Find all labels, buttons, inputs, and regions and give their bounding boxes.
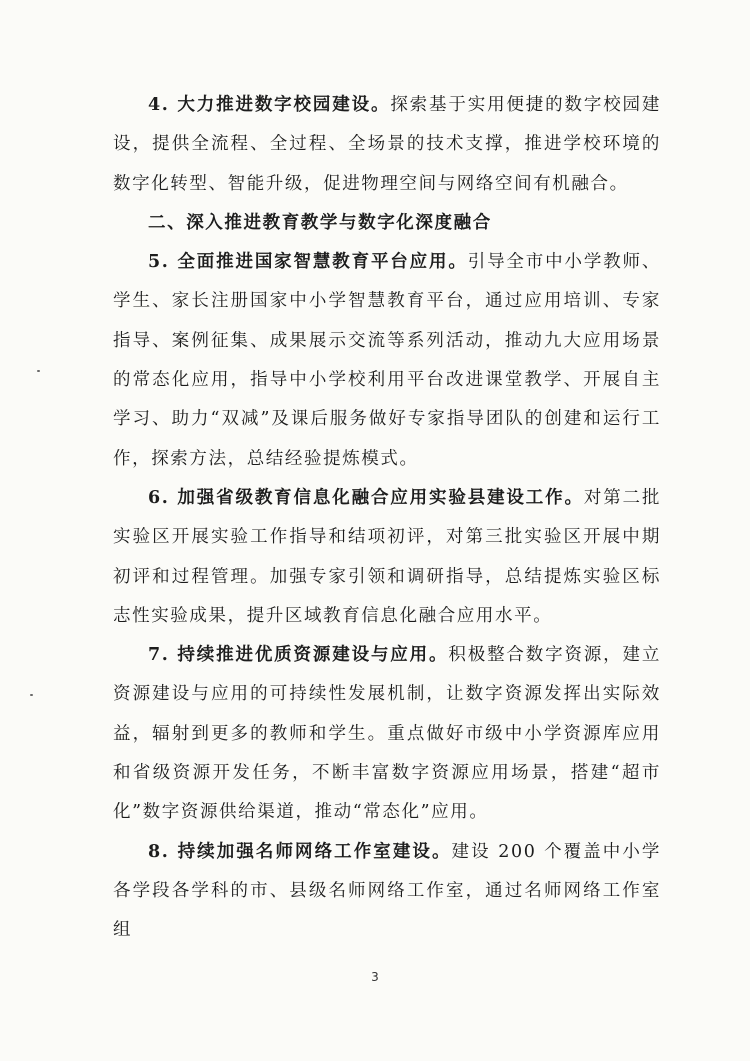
paragraph-6 — [113, 479, 661, 636]
scan-speck — [37, 370, 40, 372]
paragraph-4-lead: 4. 大力推进数字校园建设。 — [148, 95, 391, 115]
scan-speck — [30, 694, 33, 696]
paragraph-8-lead: 8. 持续加强名师网络工作室建设。 — [148, 841, 452, 862]
section-heading: 二、深入推进教育教学与数字化深度融合 — [148, 212, 492, 233]
paragraph-5-lead: 5. 全面推进国家智慧教育平台应用。 — [148, 252, 468, 273]
paragraph-4-body: 探索基于实用便捷的数字校园建设，提供全流程、全过程、全场景的技术支撑，推进学校环境的数字化转型、智能升级，促进物理空间与网络空间有机融合。 — [113, 95, 662, 194]
paragraph-6-body: 对第二批实验区开展实验工作指导和结项初评，对第三批实验区开展中期初评和过程管理。加强专家引领和调研指导，总结提炼实验区标志性实验成果，提升区域教育信息化融合应用水平。 — [113, 487, 662, 626]
document-body — [113, 86, 661, 951]
paragraph-5 — [113, 243, 661, 479]
paragraph-5-body: 引导全市中小学教师、学生、家长注册国家中小学智慧教育平台，通过应用培训、专家指导、案例征集、成果展示交流等系列活动，推动九大应用场景的常态化应用，指导中小学校利用平台改进课堂教学、开展自主学习、助力“双减”及课后服务做好专家指导团队的创建和运行工作，探索方法，总结经验提炼模式。 — [113, 252, 661, 469]
paragraph-4 — [113, 86, 661, 204]
paragraph-7-lead: 7. 持续推进优质资源建设与应用。 — [148, 645, 449, 666]
page-number: 3 — [371, 970, 379, 984]
paragraph-8 — [113, 833, 661, 951]
paragraph-7 — [113, 636, 661, 832]
paragraph-8-body: 建设 200 个覆盖中小学各学段各学科的市、县级名师网络工作室，通过名师网络工作室组 — [113, 841, 662, 941]
paragraph-7-body: 积极整合数字资源，建立资源建设与应用的可持续性发展机制，让数字资源发挥出实际效益，辐射到更多的教师和学生。重点做好市级中小学资源库应用和省级资源开发任务，不断丰富数字资源应用场景，搭建“超市化”数字资源供给渠道，推动“常态化”应用。 — [113, 645, 661, 823]
paragraph-6-lead: 6. 加强省级教育信息化融合应用实验县建设工作。 — [148, 487, 584, 508]
